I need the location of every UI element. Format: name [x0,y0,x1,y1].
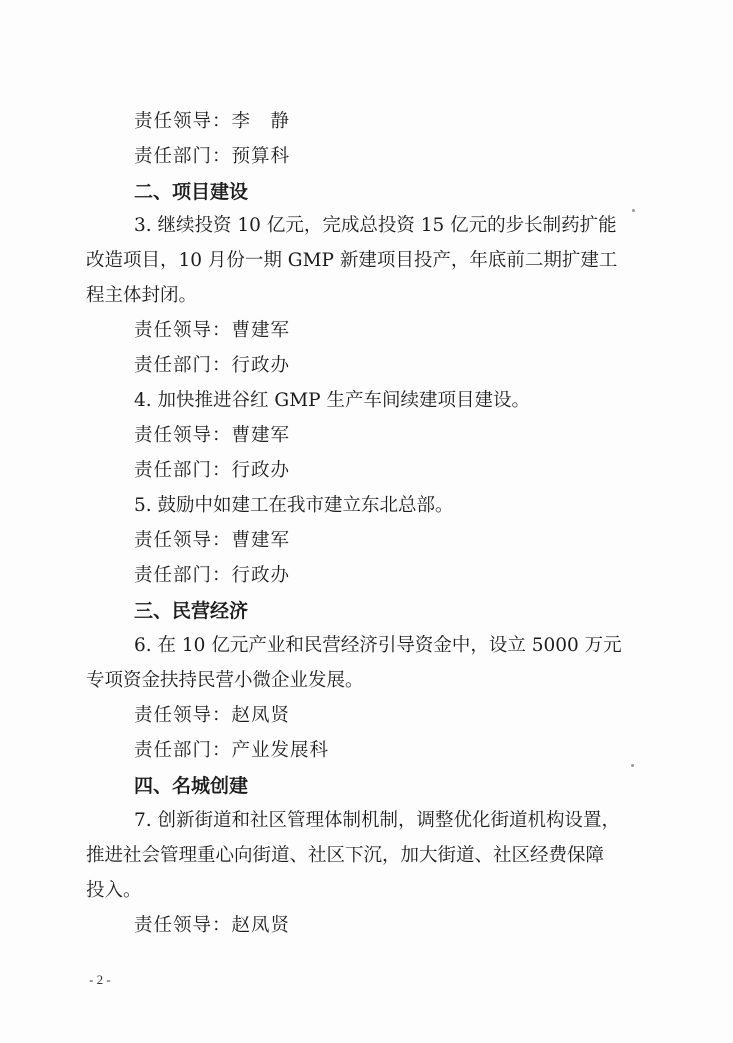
responsible-leader-line: 责任领导：李 静 [134,111,291,132]
responsible-leader-line: 责任领导：曹建军 [134,530,291,551]
responsible-leader-line: 责任领导：曹建军 [134,320,291,341]
paragraph-item-6-line-2: 专项资金扶持民营小微企业发展。 [86,670,364,691]
paragraph-item-5: 5. 鼓励中如建工在我市建立东北总部。 [134,495,454,516]
scan-speck [631,764,634,767]
page-number: - 2 - [89,972,111,987]
scan-speck [632,209,635,212]
section-heading-famous-city-creation: 四、名城创建 [134,775,249,797]
section-heading-private-economy: 三、民营经济 [134,600,249,622]
paragraph-item-3-line-3: 程主体封闭。 [86,285,198,306]
paragraph-item-6-line-1: 6. 在 10 亿元产业和民营经济引导资金中，设立 5000 万元 [134,635,622,656]
responsible-department-line: 责任部门：行政办 [134,565,291,586]
responsible-department-line: 责任部门：产业发展科 [134,740,330,761]
paragraph-item-4: 4. 加快推进谷红 GMP 生产车间续建项目建设。 [134,390,530,411]
paragraph-item-7-line-2: 推进社会管理重心向街道、社区下沉，加大街道、社区经费保障 [86,845,605,866]
responsible-department-line: 责任部门：行政办 [134,460,291,481]
paragraph-item-7-line-1: 7. 创新街道和社区管理体制机制，调整优化街道机构设置， [134,810,621,831]
responsible-leader-line: 责任领导：赵凤贤 [134,705,291,726]
section-heading-project-construction: 二、项目建设 [134,181,249,203]
paragraph-item-3-line-1: 3. 继续投资 10 亿元，完成总投资 15 亿元的步长制药扩能 [134,215,617,236]
paragraph-item-7-line-3: 投入。 [86,880,142,901]
responsible-department-line: 责任部门：行政办 [134,355,291,376]
responsible-department-line: 责任部门：预算科 [134,146,291,167]
paragraph-item-3-line-2: 改造项目，10 月份一期 GMP 新建项目投产，年底前二期扩建工 [86,250,618,271]
responsible-leader-line: 责任领导：赵凤贤 [134,915,291,936]
responsible-leader-line: 责任领导：曹建军 [134,425,291,446]
